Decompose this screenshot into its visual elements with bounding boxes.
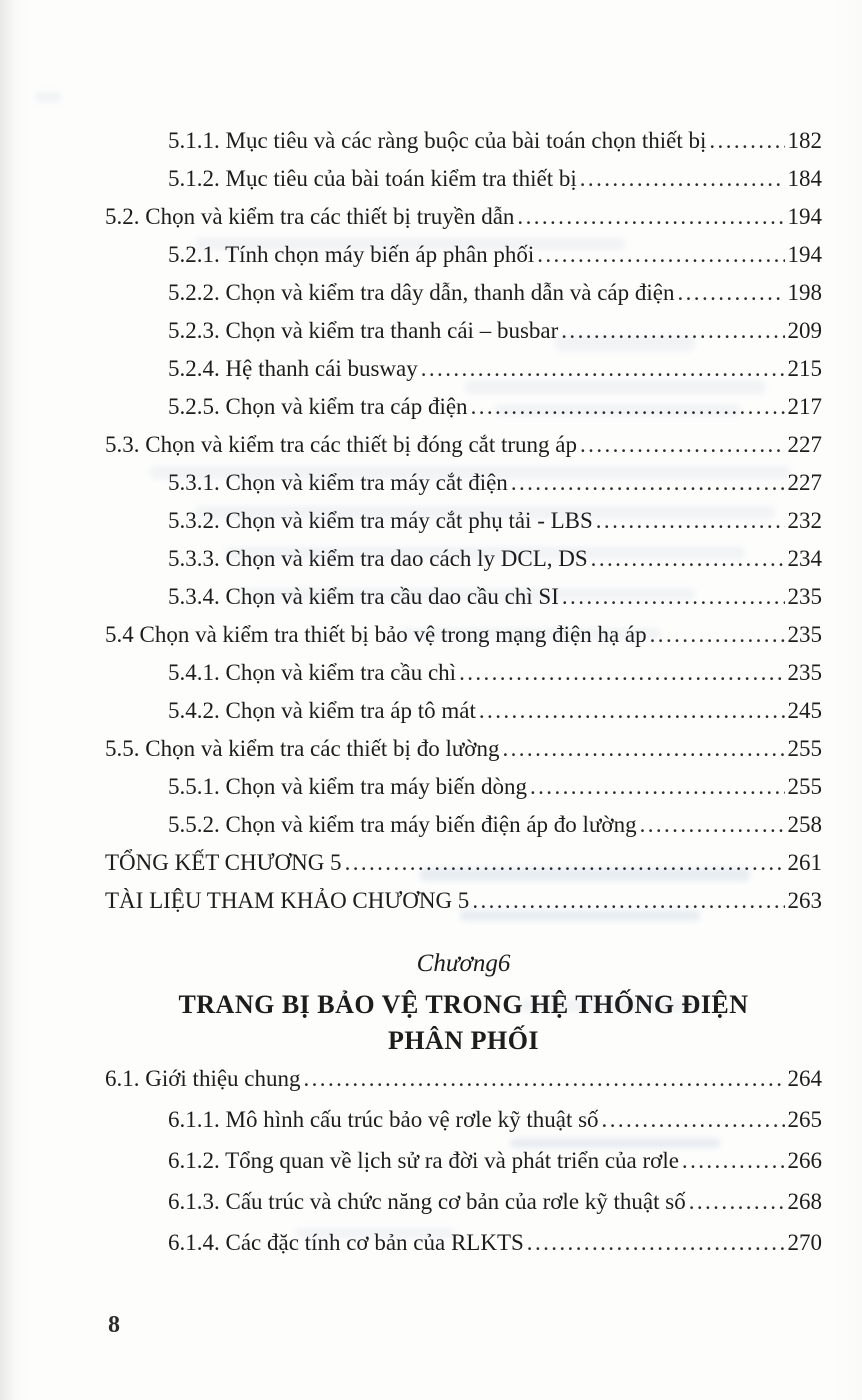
toc-dot-leader [345,850,785,876]
toc-entry-label: 5.2.3. Chọn và kiểm tra thanh cái – busbar [168,318,559,343]
toc-dot-leader [471,394,785,420]
toc-entry [105,1189,822,1230]
toc-dot-leader [479,698,785,724]
toc-entry-page-number: 263 [787,888,822,913]
toc-entry-label: 5.5.1. Chọn và kiểm tra máy biến dòng [168,774,527,799]
toc-entry [105,356,822,394]
toc-entry-label: TỔNG KẾT CHƯƠNG 5 [105,850,342,875]
toc-entry-page-number: 182 [787,128,822,153]
toc-entry-label: 5.2.4. Hệ thanh cái busway [168,356,418,381]
toc-dot-leader [304,1066,785,1092]
toc-entry [105,1066,822,1107]
toc-entry-page-number: 264 [787,1066,822,1091]
toc-entry [105,888,822,926]
toc-dot-leader [689,1189,785,1215]
toc-section-chapter5 [105,128,822,926]
toc-entry-label: 5.2.5. Chọn và kiểm tra cáp điện [168,394,468,419]
toc-entry-label: 5.1.1. Mục tiêu và các ràng buộc của bài toán chọn thiết bị [168,128,707,153]
toc-entry-page-number: 198 [787,280,822,305]
toc-entry-page-number: 258 [787,812,822,837]
toc-dot-leader [591,546,785,572]
chapter-title-line1: TRANG BỊ BẢO VỆ TRONG HỆ THỐNG ĐIỆN [178,990,749,1019]
toc-entry-label: 6.1.3. Cấu trúc và chức năng cơ bản của rơle kỹ thuật số [168,1189,686,1214]
toc-entry [105,242,822,280]
toc-entry-label: 5.2.2. Chọn và kiểm tra dây dẫn, thanh dẫn và cáp điện [168,280,675,305]
toc-dot-leader [502,736,784,762]
toc-entry-page-number: 266 [787,1148,822,1173]
toc-entry [105,508,822,546]
toc-entry-page-number: 268 [787,1189,822,1214]
toc-entry-label: 6.1.1. Mô hình cấu trúc bảo vệ rơle kỹ thuật số [168,1107,599,1132]
toc-entry [105,546,822,584]
toc-entry [105,128,822,166]
toc-entry [105,1148,822,1189]
toc-entry-label: 6.1.4. Các đặc tính cơ bản của RLKTS [168,1230,524,1255]
bleed-through-artifact [35,92,61,102]
toc-entry-page-number: 194 [787,242,822,267]
toc-entry-page-number: 235 [787,622,822,647]
toc-dot-leader [561,318,784,344]
toc-entry-page-number: 265 [787,1107,822,1132]
toc-entry-page-number: 194 [787,204,822,229]
toc-entry-label: 6.1.2. Tổng quan về lịch sử ra đời và phát triển của rơle [168,1148,679,1173]
toc-dot-leader [472,888,784,914]
toc-entry-label: TÀI LIỆU THAM KHẢO CHƯƠNG 5 [105,888,470,913]
toc-entry-label: 5.2.1. Tính chọn máy biến áp phân phối [168,242,535,267]
toc-entry-page-number: 255 [787,736,822,761]
toc-entry-page-number: 235 [787,584,822,609]
toc-entry [105,166,822,204]
toc-dot-leader [459,660,784,686]
toc-section-chapter6 [105,1066,822,1271]
toc-entry [105,698,822,736]
toc-entry [105,1107,822,1148]
toc-entry-label: 5.2. Chọn và kiểm tra các thiết bị truyền dẫn [105,204,515,229]
toc-entry-label: 5.4.2. Chọn và kiểm tra áp tô mát [168,698,476,723]
toc-entry-label: 5.3. Chọn và kiểm tra các thiết bị đóng cắt trung áp [105,432,578,457]
toc-entry [105,736,822,774]
toc-entry-page-number: 270 [787,1230,822,1255]
toc-entry-page-number: 235 [787,660,822,685]
toc-entry-label: 5.3.1. Chọn và kiểm tra máy cắt điện [168,470,508,495]
toc-dot-leader [640,812,785,838]
toc-entry-page-number: 209 [787,318,822,343]
toc-entry-label: 5.4.1. Chọn và kiểm tra cầu chì [168,660,457,685]
toc-dot-leader [580,432,784,458]
chapter-kicker: Chương6 [416,950,511,977]
toc-dot-leader [709,128,784,154]
toc-dot-leader [602,1107,785,1133]
toc-entry [105,318,822,356]
page-number: 8 [108,1312,120,1338]
toc-entry-label: 5.3.3. Chọn và kiểm tra dao cách ly DCL, DS [168,546,588,571]
toc-dot-leader [530,774,785,800]
page-edge-shadow [0,0,16,1400]
toc-entry [105,432,822,470]
toc-entry-label: 5.5. Chọn và kiểm tra các thiết bị đo lường [105,736,500,761]
toc-entry [105,774,822,812]
toc-dot-leader [682,1148,785,1174]
toc-entry [105,394,822,432]
toc-entry [105,850,822,888]
toc-entry-page-number: 232 [787,508,822,533]
toc-dot-leader [537,242,784,268]
toc-entry-label: 5.3.2. Chọn và kiểm tra máy cắt phụ tải - LBS [168,508,593,533]
toc-entry-page-number: 215 [787,356,822,381]
toc-entry [105,204,822,242]
toc-entry-page-number: 227 [787,432,822,457]
toc-entry [105,470,822,508]
toc-entry-label: 5.3.4. Chọn và kiểm tra cầu dao cầu chì SI [168,584,559,609]
toc-entry [105,280,822,318]
toc-dot-leader [421,356,785,382]
toc-dot-leader [580,166,785,192]
chapter6-heading [105,950,822,1059]
toc-entry [105,1230,822,1271]
toc-dot-leader [678,280,785,306]
toc-entry-page-number: 261 [787,850,822,875]
chapter-title-line2: PHÂN PHỐI [387,1026,540,1055]
toc-dot-leader [650,622,785,648]
toc-entry [105,622,822,660]
toc-entry [105,660,822,698]
toc-dot-leader [562,584,785,610]
toc-entry-page-number: 217 [787,394,822,419]
toc-entry-label: 6.1. Giới thiệu chung [105,1066,301,1091]
toc-dot-leader [511,470,785,496]
toc-entry-label: 5.1.2. Mục tiêu của bài toán kiểm tra thiết bị [168,166,577,191]
toc-entry-page-number: 234 [787,546,822,571]
toc-entry-page-number: 227 [787,470,822,495]
toc-entry-label: 5.5.2. Chọn và kiểm tra máy biến điện áp đo lường [168,812,637,837]
toc-dot-leader [517,204,784,230]
toc-entry-page-number: 184 [787,166,822,191]
toc-entry [105,812,822,850]
toc-entry-page-number: 255 [787,774,822,799]
toc-entry-page-number: 245 [787,698,822,723]
toc-entry-label: 5.4 Chọn và kiểm tra thiết bị bảo vệ trong mạng điện hạ áp [105,622,647,647]
toc-entry [105,584,822,622]
toc-dot-leader [527,1230,785,1256]
toc-dot-leader [596,508,785,534]
